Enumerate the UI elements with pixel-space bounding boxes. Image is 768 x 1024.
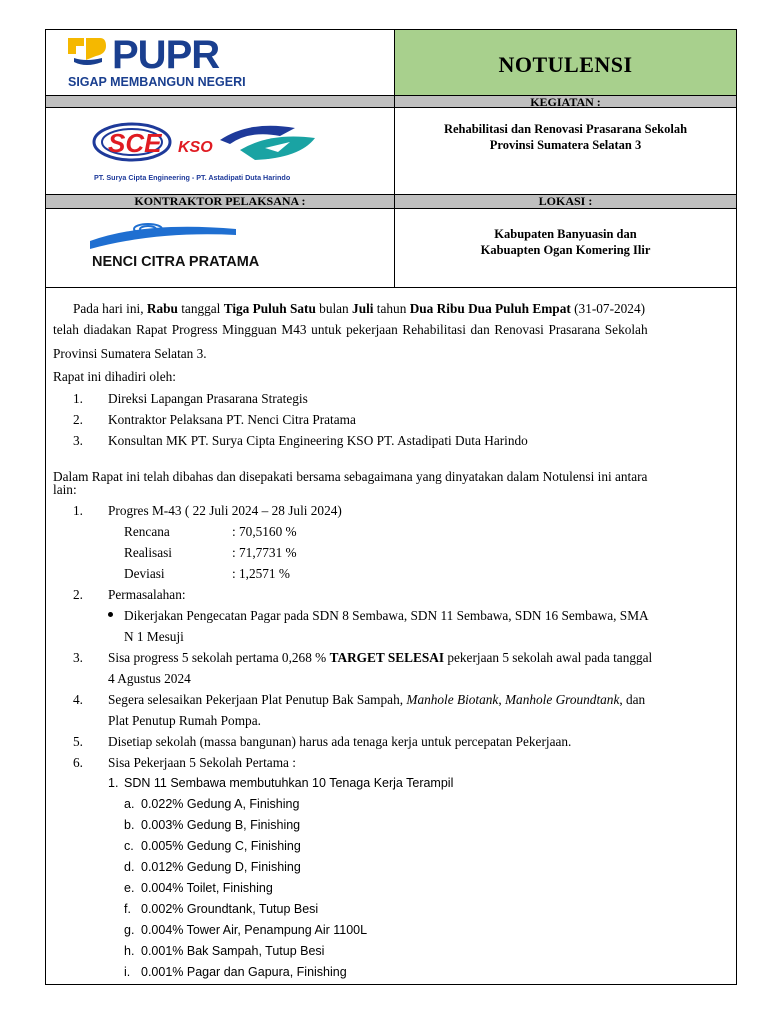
school-task-item: 0.005% Gedung C, Finishing xyxy=(141,839,301,853)
item6-text: Sisa Pekerjaan 5 Sekolah Pertama : xyxy=(108,755,296,770)
lokasi-value-line2: Kabuapten Ogan Komering Ilir xyxy=(480,243,651,257)
sce-caption: PT. Surya Cipta Engineering - PT. Astadipati Duta Harindo xyxy=(94,173,291,182)
discussion-num: 1. xyxy=(73,503,83,518)
progress-heading: Progres M-43 ( 22 Juli 2024 – 28 Juli 2024) xyxy=(108,503,342,518)
intro-line2: telah diadakan Rapat Progress Mingguan M43 untuk pekerjaan Rehabilitasi dan Renovasi Prasarana Sekolah xyxy=(53,322,648,337)
item5-text: Disetiap sekolah (massa bangunan) harus ada tenaga kerja untuk percepatan Pekerjaan. xyxy=(108,734,572,749)
attendance-item: Direksi Lapangan Prasarana Strategis xyxy=(108,391,308,406)
discussion-num: 3. xyxy=(73,650,83,665)
nenci-logo xyxy=(86,215,346,275)
notulensi-page xyxy=(45,29,737,985)
school-task-num: g. xyxy=(124,923,135,937)
kegiatan-cell xyxy=(394,107,736,195)
progress-label: Rencana xyxy=(124,524,170,539)
school-heading: SDN 11 Sembawa membutuhkan 10 Tenaga Kerja Terampil xyxy=(124,776,454,790)
attendance-item: Kontraktor Pelaksana PT. Nenci Citra Pratama xyxy=(108,412,356,427)
school-task-num: h. xyxy=(124,944,135,958)
attendance-heading: Rapat ini dihadiri oleh: xyxy=(53,369,176,384)
discussion-num: 6. xyxy=(73,755,83,770)
problem-line2: N 1 Mesuji xyxy=(124,629,184,644)
school-task-item: 0.012% Gedung D, Finishing xyxy=(141,860,301,874)
lokasi-cell xyxy=(394,208,736,288)
attendance-num: 2. xyxy=(73,412,83,427)
discussion-heading-line2: lain: xyxy=(53,482,77,497)
sce-logo-text: SCE xyxy=(108,128,162,158)
attendance-num: 1. xyxy=(73,391,83,406)
problem-line1: Dikerjakan Pengecatan Pagar pada SDN 8 Sembawa, SDN 11 Sembawa, SDN 16 Sembawa, SMA xyxy=(124,608,649,623)
attendance-num: 3. xyxy=(73,433,83,448)
progress-value: : 70,5160 % xyxy=(232,524,297,539)
progress-label: Deviasi xyxy=(124,566,165,581)
kegiatan-label: KEGIATAN : xyxy=(530,95,601,109)
discussion-heading-line1: Dalam Rapat ini telah dibahas dan disepakati bersama sebagaimana yang dinyatakan dalam Notulensi ini antara xyxy=(53,469,648,484)
kontraktor-label: KONTRAKTOR PELAKSANA : xyxy=(134,194,306,208)
school-task-item: 0.001% Pagar dan Gapura, Finishing xyxy=(141,965,347,979)
discussion-num: 2. xyxy=(73,587,83,602)
school-task-item: 0.002% Groundtank, Tutup Besi xyxy=(141,902,319,916)
kegiatan-value-line2: Provinsi Sumatera Selatan 3 xyxy=(489,138,642,152)
target-line1: Sisa progress 5 sekolah pertama 0,268 % TARGET SELESAI pekerjaan 5 sekolah awal pada tanggal xyxy=(108,650,653,665)
pupr-logo-text: PUPR xyxy=(112,33,220,77)
school-task-item: 0.001% Bak Sampah, Tutup Besi xyxy=(141,944,325,958)
pupr-logo-cell xyxy=(46,30,395,96)
title-cell xyxy=(394,30,736,96)
kso-logo-text: KSO xyxy=(178,139,213,156)
document-title: NOTULENSI xyxy=(498,52,633,77)
nenci-logo-text: NENCI CITRA PRATAMA xyxy=(92,254,260,270)
school-num: 1. xyxy=(108,776,119,790)
progress-label: Realisasi xyxy=(124,545,173,560)
discussion-num: 4. xyxy=(73,692,83,707)
intro-line3: Provinsi Sumatera Selatan 3. xyxy=(53,346,207,361)
school-task-item: 0.022% Gedung A, Finishing xyxy=(141,797,300,811)
contractor-logo-cell xyxy=(46,208,395,288)
school-task-num: e. xyxy=(124,881,135,895)
kegiatan-value-line1: Rehabilitasi dan Renovasi Prasarana Sekolah xyxy=(443,122,688,136)
target-line2: 4 Agustus 2024 xyxy=(108,671,191,686)
school-task-num: b. xyxy=(124,818,135,832)
item4-line1: Segera selesaikan Pekerjaan Plat Penutup Bak Sampah, Manhole Biotank, Manhole Groundtank, dan xyxy=(108,692,646,707)
consultant-logo-cell xyxy=(46,107,395,195)
lokasi-label: LOKASI : xyxy=(538,194,593,208)
sce-kso-logo xyxy=(90,118,350,188)
item4-line2: Plat Penutup Rumah Pompa. xyxy=(108,713,261,728)
progress-value: : 1,2571 % xyxy=(232,566,290,581)
lokasi-header xyxy=(394,194,736,209)
school-task-num: c. xyxy=(124,839,134,853)
pupr-logo xyxy=(66,32,326,94)
lokasi-value-line1: Kabupaten Banyuasin dan xyxy=(494,227,637,241)
progress-value: : 71,7731 % xyxy=(232,545,297,560)
kegiatan-value xyxy=(395,121,736,153)
school-task-num: d. xyxy=(124,860,135,874)
problems-heading: Permasalahan: xyxy=(108,587,186,602)
school-task-item: 0.004% Tower Air, Penampung Air 1100L xyxy=(141,923,368,937)
discussion-num: 5. xyxy=(73,734,83,749)
intro-line1: Pada hari ini, Rabu tanggal Tiga Puluh Satu bulan Juli tahun Dua Ribu Dua Puluh Empat (31-07-2024) xyxy=(73,301,646,316)
pupr-tagline: SIGAP MEMBANGUN NEGERI xyxy=(68,75,246,89)
school-task-num: a. xyxy=(124,797,135,811)
school-task-item: 0.003% Gedung B, Finishing xyxy=(141,818,301,832)
lokasi-value xyxy=(395,226,736,258)
bullet-icon xyxy=(108,612,113,617)
school-task-item: 0.004% Toilet, Finishing xyxy=(141,881,273,895)
school-task-num: i. xyxy=(124,965,131,979)
attendance-item: Konsultan MK PT. Surya Cipta Engineering KSO PT. Astadipati Duta Harindo xyxy=(108,433,528,448)
school-task-num: f. xyxy=(124,902,131,916)
kontraktor-header xyxy=(46,194,395,209)
